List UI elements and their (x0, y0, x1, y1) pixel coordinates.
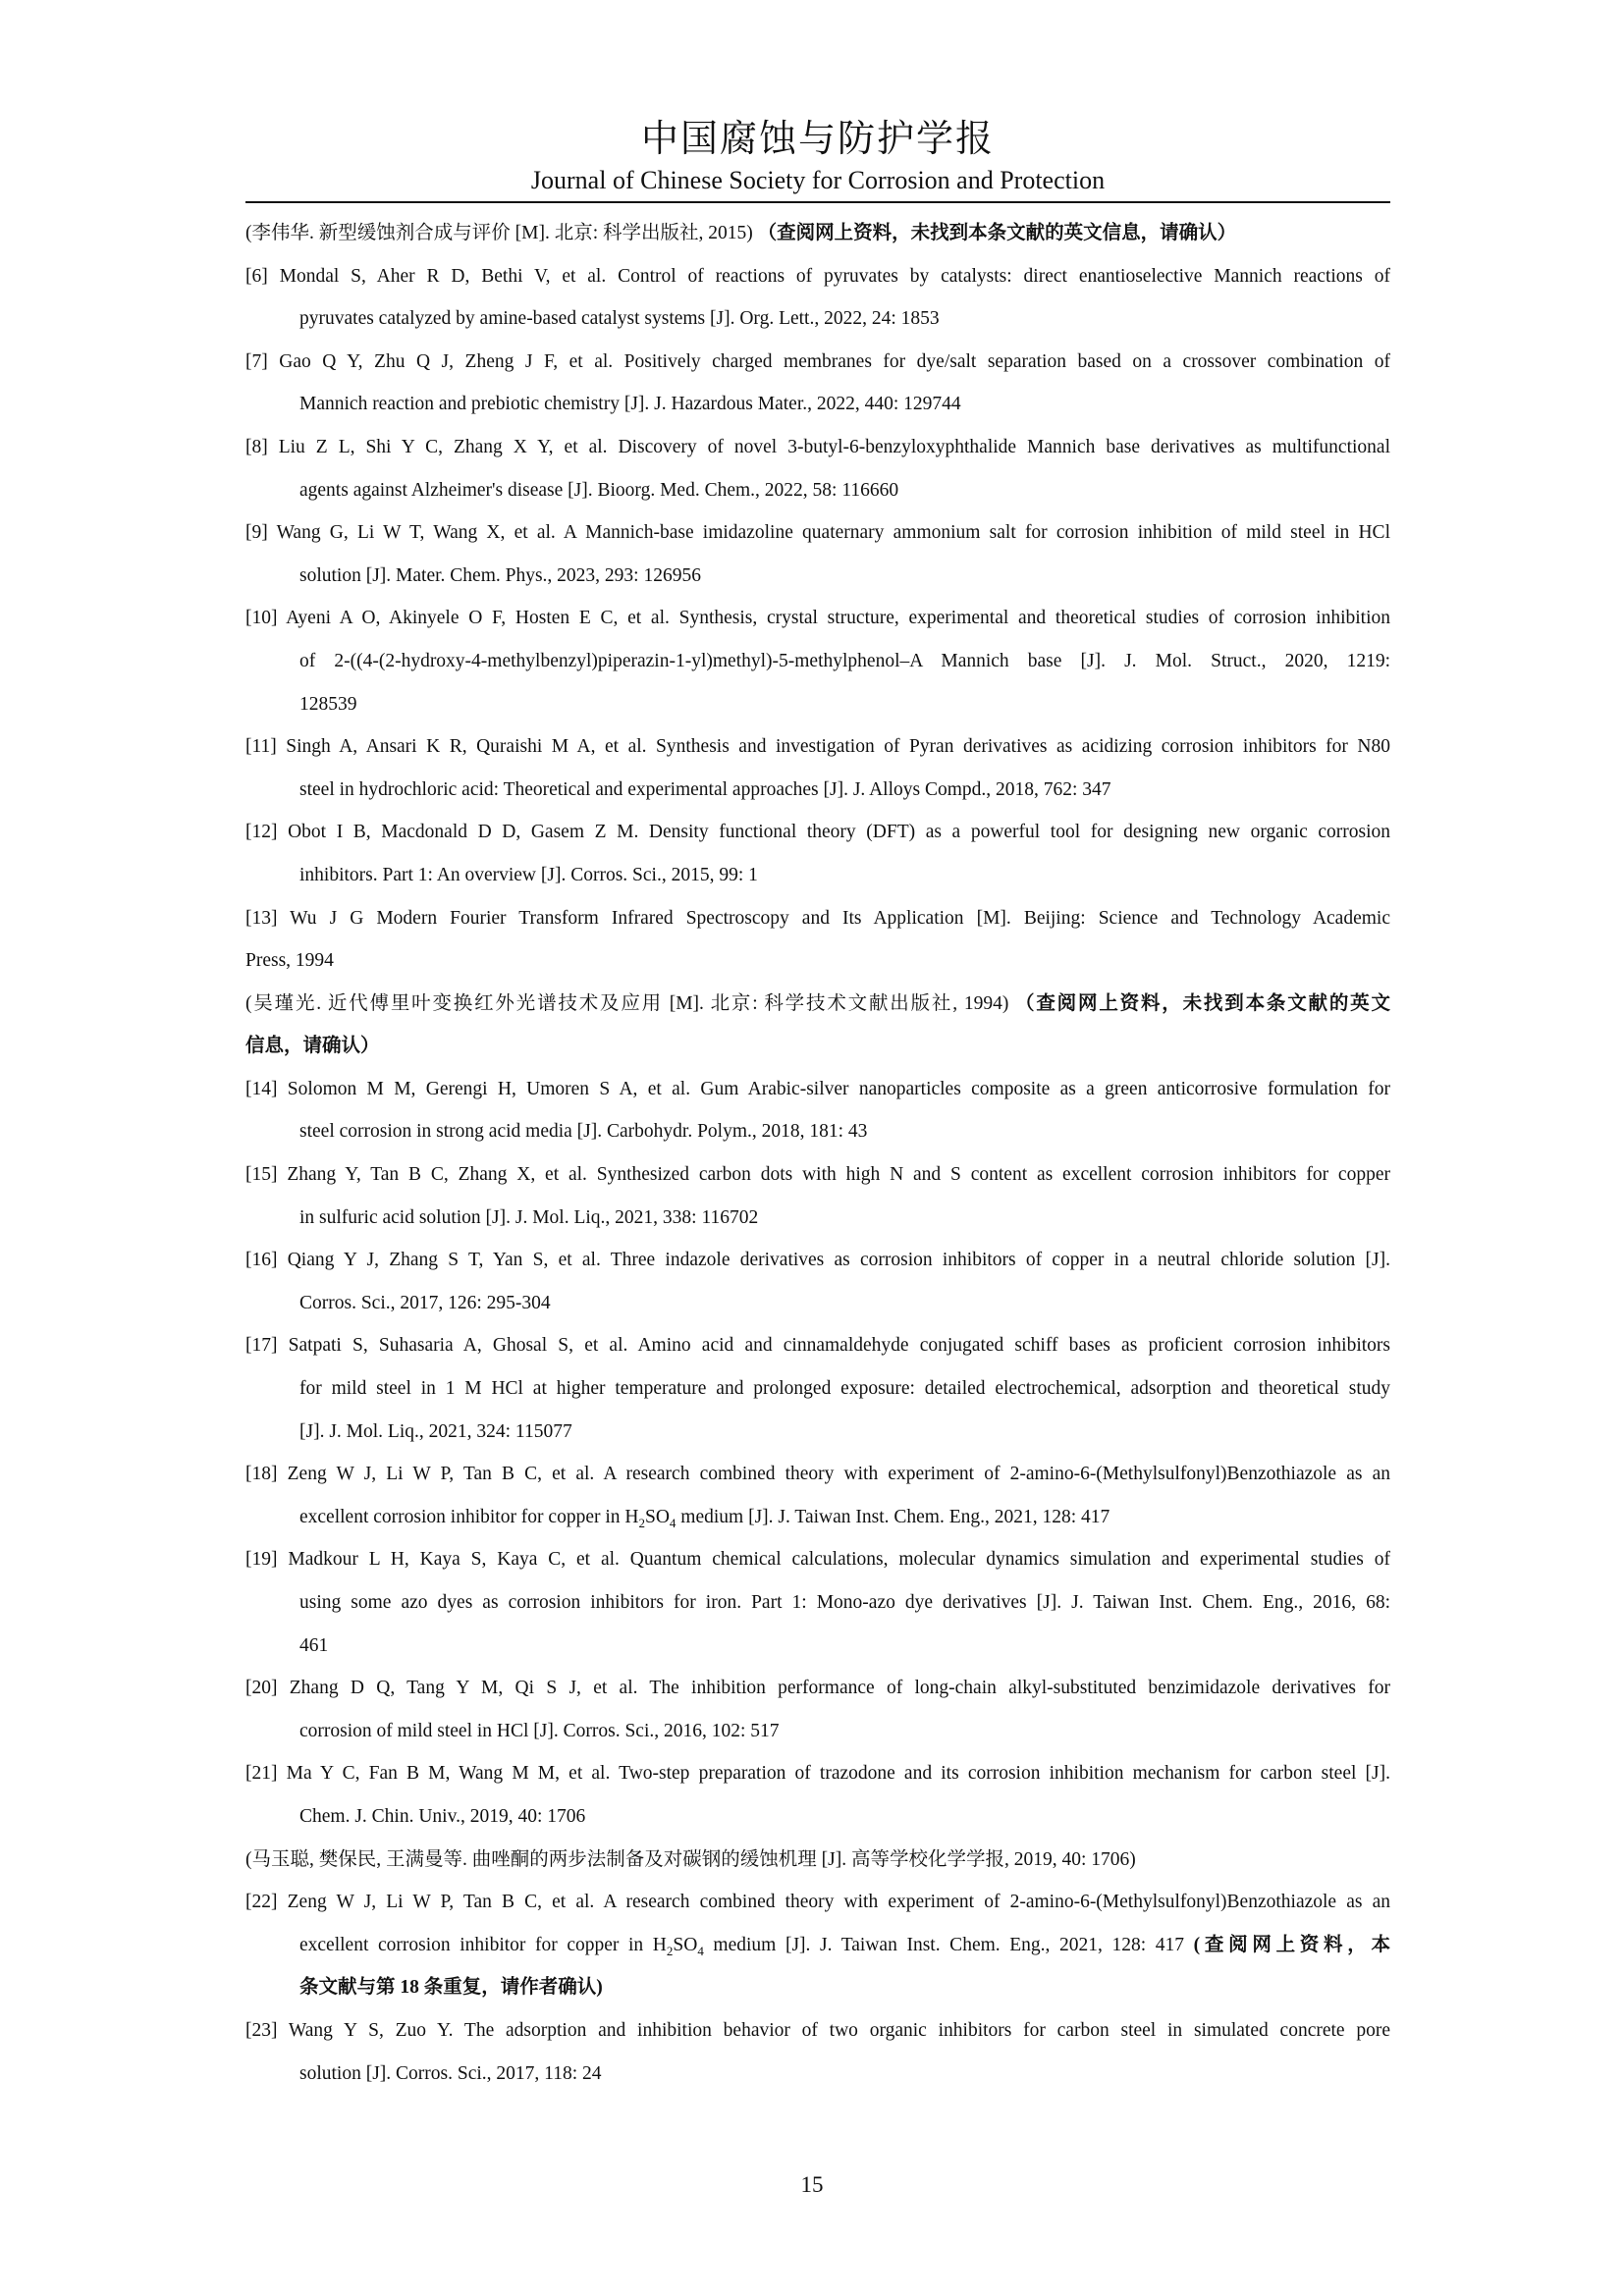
ref-18-text-a: excellent corrosion inhibitor for copper in H (299, 1506, 639, 1527)
ref-22-line-3: 条文献与第 18 条重复，请作者确认) (299, 1977, 603, 1999)
ref-6-line-1: [6] Mondal S, Aher R D, Bethi V, et al. Control of reactions of pyruvates by catalysts: direct enantioselective Mannich reactions of (245, 265, 1390, 287)
journal-header (245, 116, 1390, 196)
ref-5-cn (245, 212, 1390, 255)
ref-5-cn-text: (李伟华. 新型缓蚀剂合成与评价 [M]. 北京: 科学出版社, 2015) (245, 223, 753, 243)
journal-title-en: Journal of Chinese Society for Corrosion and Protection (530, 166, 1106, 194)
ref-6-line-2: pyruvates catalyzed by amine-based catalyst systems [J]. Org. Lett., 2022, 24: 1853 (299, 308, 940, 330)
ref-22-text-a: excellent corrosion inhibitor for copper in H (299, 1934, 667, 1955)
ref-8-line-1: [8] Liu Z L, Shi Y C, Zhang X Y, et al. Discovery of novel 3-butyl-6-benzyloxyphthalide Mannich base derivatives as multifunctional (245, 436, 1390, 457)
subscript: 2 (638, 1515, 645, 1530)
editor-note: （查阅网上资料，未找到本条文献的英文 (1015, 992, 1391, 1014)
page-number: 15 (800, 2172, 824, 2197)
ref-21-line-2: Chem. J. Chin. Univ., 2019, 40: 1706 (299, 1805, 586, 1827)
ref-13-line-1: [13] Wu J G Modern Fourier Transform Infrared Spectroscopy and Its Application [M]. Beijing: Science and Technology Academic (245, 907, 1390, 929)
ref-19-line-3: 461 (299, 1634, 329, 1656)
ref-10-line-2: of 2-((4-(2-hydroxy-4-methylbenzyl)piperazin-1-yl)methyl)-5-methylphenol–A Mannich base [J]. J. Mol. Struct., 2020, 1219: (299, 650, 1390, 671)
ref-13-line-2: Press, 1994 (245, 950, 334, 972)
ref-17-line-1: [17] Satpati S, Suhasaria A, Ghosal S, et al. Amino acid and cinnamaldehyde conjugated schiff bases as proficient corrosion inhibitors (245, 1335, 1390, 1357)
header-rule (245, 201, 1390, 203)
ref-20-line-1: [20] Zhang D Q, Tang Y M, Qi S J, et al. The inhibition performance of long-chain alkyl-substituted benzimidazole derivatives for (245, 1678, 1390, 1699)
editor-note: （查阅网上资料，未找到本条文献的英文信息，请确认） (757, 223, 1237, 243)
ref-13-cn-text: (吴瑾光. 近代傅里叶变换红外光谱技术及应用 [M]. 北京: 科学技术文献出版社, 1994) (245, 992, 1009, 1014)
ref-16-line-2: Corros. Sci., 2017, 126: 295-304 (299, 1292, 551, 1313)
ref-22-line-2 (245, 1924, 1390, 1967)
ref-15-line-1: [15] Zhang Y, Tan B C, Zhang X, et al. Synthesized carbon dots with high N and S content as excellent corrosion inhibitors for copper (245, 1164, 1390, 1186)
ref-19-line-1: [19] Madkour L H, Kaya S, Kaya C, et al. Quantum chemical calculations, molecular dynamics simulation and experimental studies of (245, 1549, 1390, 1571)
ref-7-line-1: [7] Gao Q Y, Zhu Q J, Zheng J F, et al. Positively charged membranes for dye/salt separation based on a crossover combination of (245, 350, 1390, 372)
subscript: 4 (697, 1943, 704, 1958)
ref-18-text-c: medium [J]. J. Taiwan Inst. Chem. Eng., 2021, 128: 417 (676, 1506, 1110, 1527)
subscript: 2 (666, 1943, 674, 1958)
ref-12-line-2: inhibitors. Part 1: An overview [J]. Corros. Sci., 2015, 99: 1 (299, 864, 758, 885)
ref-22-line-1: [22] Zeng W J, Li W P, Tan B C, et al. A research combined theory with experiment of 2-amino-6-(Methylsulfonyl)Benzothiazole as an (245, 1892, 1390, 1913)
ref-10-line-1: [10] Ayeni A O, Akinyele O F, Hosten E C, et al. Synthesis, crystal structure, experimental and theoretical studies of corrosion inhibition (245, 608, 1390, 629)
ref-13-cn-line-2: 信息，请确认） (245, 1036, 380, 1057)
ref-23-line-2: solution [J]. Corros. Sci., 2017, 118: 24 (299, 2062, 602, 2084)
ref-13-cn-line-1 (245, 983, 1390, 1026)
ref-9-line-2: solution [J]. Mater. Chem. Phys., 2023, 293: 126956 (299, 564, 701, 586)
subscript: 4 (669, 1515, 677, 1530)
ref-22-text-c: medium [J]. J. Taiwan Inst. Chem. Eng., 2021, 128: 417 (703, 1934, 1194, 1955)
ref-14-line-1: [14] Solomon M M, Gerengi H, Umoren S A, et al. Gum Arabic-silver nanoparticles composite as a green anticorrosive formulation for (245, 1078, 1390, 1099)
ref-14-line-2: steel corrosion in strong acid media [J]. Carbohydr. Polym., 2018, 181: 43 (299, 1121, 868, 1143)
ref-8-line-2: agents against Alzheimer's disease [J]. Bioorg. Med. Chem., 2022, 58: 116660 (299, 479, 899, 501)
ref-11-line-2: steel in hydrochloric acid: Theoretical and experimental approaches [J]. J. Alloys Compd., 2018, 762: 347 (299, 778, 1111, 800)
ref-21-cn: (马玉聪, 樊保民, 王满曼等. 曲唑酮的两步法制备及对碳钢的缓蚀机理 [J]. 高等学校化学学报, 2019, 40: 1706) (245, 1848, 1136, 1870)
ref-20-line-2: corrosion of mild steel in HCl [J]. Corros. Sci., 2016, 102: 517 (299, 1720, 780, 1741)
ref-16-line-1: [16] Qiang Y J, Zhang S T, Yan S, et al. Three indazole derivatives as corrosion inhibitors of copper in a neutral chloride solution [J]. (245, 1250, 1390, 1271)
ref-22-text-b: SO (673, 1934, 698, 1955)
ref-9-line-1: [9] Wang G, Li W T, Wang X, et al. A Mannich-base imidazoline quaternary ammonium salt for corrosion inhibition of mild steel in HCl (245, 522, 1390, 544)
ref-18-line-1: [18] Zeng W J, Li W P, Tan B C, et al. A research combined theory with experiment of 2-amino-6-(Methylsulfonyl)Benzothiazole as an (245, 1464, 1390, 1485)
ref-19-line-2: using some azo dyes as corrosion inhibitors for iron. Part 1: Mono-azo dye derivatives [J]. J. Taiwan Inst. Chem. Eng., 2016, 68: (299, 1592, 1390, 1613)
ref-17-line-3: [J]. J. Mol. Liq., 2021, 324: 115077 (299, 1420, 572, 1442)
ref-11-line-1: [11] Singh A, Ansari K R, Quraishi M A, et al. Synthesis and investigation of Pyran derivatives as acidizing corrosion inhibitors for N80 (245, 736, 1390, 758)
ref-21-line-1: [21] Ma Y C, Fan B M, Wang M M, et al. Two-step preparation of trazodone and its corrosion inhibition mechanism for carbon steel [J]. (245, 1763, 1390, 1785)
editor-note: (查阅网上资料，本 (1193, 1934, 1390, 1955)
ref-17-line-2: for mild steel in 1 M HCl at higher temperature and prolonged exposure: detailed electrochemical, adsorption and theoretical study (299, 1378, 1390, 1400)
ref-15-line-2: in sulfuric acid solution [J]. J. Mol. Liq., 2021, 338: 116702 (299, 1206, 759, 1228)
ref-12-line-1: [12] Obot I B, Macdonald D D, Gasem Z M. Density functional theory (DFT) as a powerful tool for designing new organic corrosion (245, 822, 1390, 843)
ref-23-line-1: [23] Wang Y S, Zuo Y. The adsorption and inhibition behavior of two organic inhibitors for carbon steel in simulated concrete pore (245, 2019, 1390, 2041)
ref-18-line-2 (245, 1496, 1390, 1539)
ref-10-line-3: 128539 (299, 693, 357, 715)
ref-18-text-b: SO (644, 1506, 670, 1527)
reference-list (245, 212, 1390, 2095)
journal-title-cn: 中国腐蚀与防护学报 (640, 117, 995, 160)
ref-7-line-2: Mannich reaction and prebiotic chemistry [J]. J. Hazardous Mater., 2022, 440: 129744 (299, 394, 961, 415)
